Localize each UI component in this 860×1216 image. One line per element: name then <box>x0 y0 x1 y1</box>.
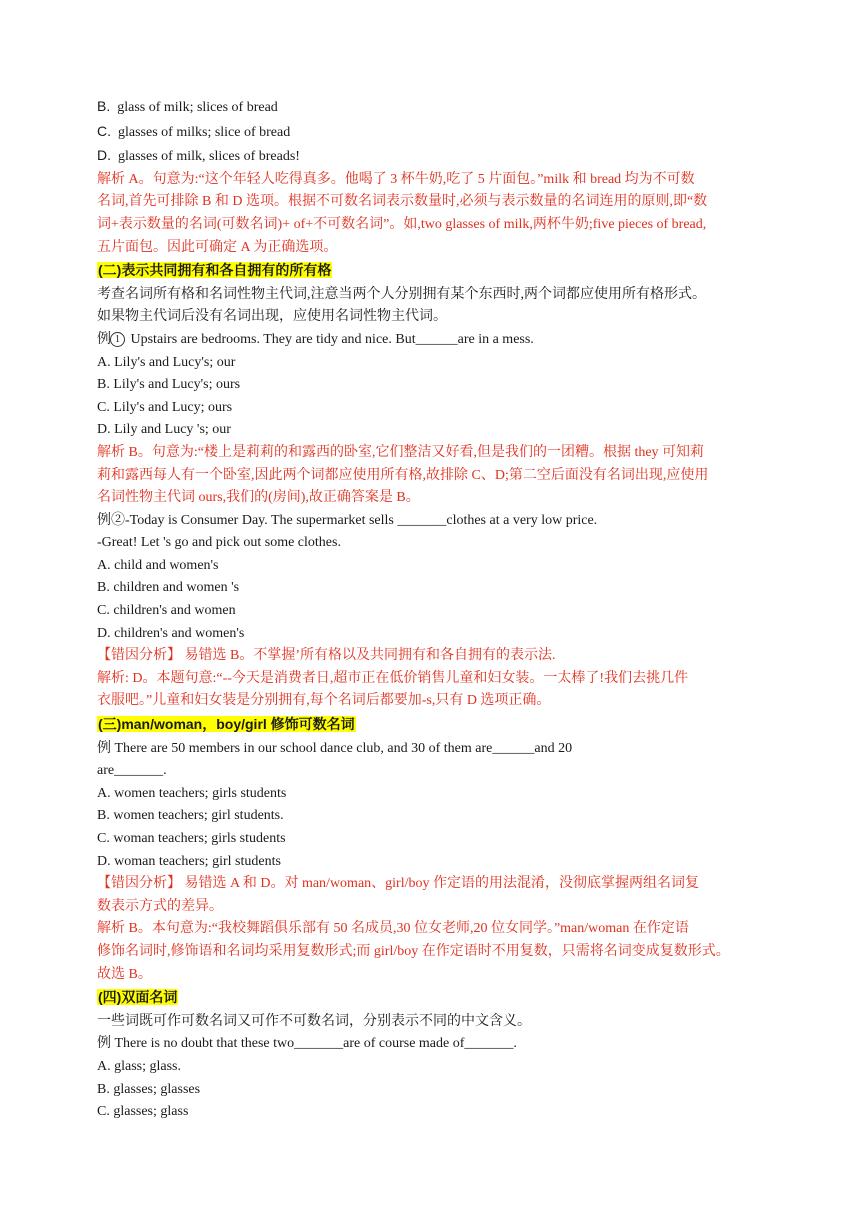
analysis-line: 解析 B。本句意为:“我校舞蹈俱乐部有 50 名成员,30 位女老师,20 位女同学。”man/woman 在作定语 <box>97 921 689 937</box>
analysis-line: 词+表示数量的名词(可数名词)+ of+不可数名词”。如,two glasses of milk,两杯牛奶;five pieces of bread, <box>97 216 707 232</box>
circled-number: 1 <box>110 332 125 347</box>
analysis-line: 莉和露西每人有一个卧室,因此两个词都应使用所有格,故排除 C、D;第二空后面没有名词出现,应使用 <box>97 467 709 483</box>
option-line: A. Lily's and Lucy's; our <box>97 354 236 370</box>
option-line: B. glasses; glasses <box>97 1081 201 1097</box>
option-line: A. women teachers; girls students <box>97 785 287 801</box>
analysis-line: 名词性物主代词 ours,我们的(房间),故正确答案是 B。 <box>97 490 420 506</box>
option-line: A. child and women's <box>97 557 219 573</box>
analysis-line: 五片面包。因此可确定 A 为正确选项。 <box>97 239 338 255</box>
section-heading: (二)表示共同拥有和各自拥有的所有格 <box>98 262 332 279</box>
option-line: B. Lily's and Lucy's; ours <box>97 377 241 393</box>
analysis-line: 解析 B。句意为:“楼上是莉莉的和露西的卧室,它们整洁又好看,但是我们的一团糟。根据 they 可知莉 <box>97 444 705 460</box>
example-question: 例 There are 50 members in our school dance club, and 30 of them are______and 20 <box>97 740 573 756</box>
option-line: B. women teachers; girl students. <box>97 808 284 824</box>
intro-line: 考查名词所有格和名词性物主代词,注意当两个人分别拥有某个东西时,两个词都应使用所有格形式。 <box>97 286 706 302</box>
intro-line: 如果物主代词后没有名词出现，应使用名词性物主代词。 <box>97 309 447 325</box>
analysis-line: 故选 B。 <box>97 966 152 982</box>
analysis-line: 解析: D。本题句意:“--今天是消费者日,超市正在低价销售儿童和妇女装。一太棒了!我们去挑几件 <box>97 670 689 686</box>
option-line: D. glasses of milk, slices of breads! <box>97 147 300 165</box>
analysis-line: 名词,首先可排除 B 和 D 选项。根据不可数名词表示数量时,必须与表示数量的名词连用的原则,即“数 <box>97 194 708 210</box>
error-analysis-line: 数表示方式的差异。 <box>97 898 223 914</box>
option-line: B. glass of milk; slices of bread <box>97 98 278 115</box>
document-page <box>97 95 767 1124</box>
error-analysis-line: 【错因分析】 易错选 A 和 D。对 man/woman、girl/boy 作定语的用法混淆，没彻底掌握两组名词复 <box>97 876 699 892</box>
example-question: are_______. <box>97 763 167 779</box>
example-question: 例 1 Upstairs are bedrooms. They are tidy and nice. But______are in a mess. <box>97 331 534 347</box>
option-line: C. glasses; glass <box>97 1104 189 1120</box>
intro-line: 一些词既可作可数名词又可作不可数名词，分别表示不同的中文含义。 <box>97 1013 531 1029</box>
example-question: -Great! Let 's go and pick out some clothes. <box>97 535 341 551</box>
analysis-line: 解析 A。句意为:“这个年轻人吃得真多。他喝了 3 杯牛奶,吃了 5 片面包。”milk 和 bread 均为不可数 <box>97 171 695 187</box>
example-question: 例②-Today is Consumer Day. The supermarket sells _______clothes at a very low price. <box>97 512 598 528</box>
section-heading: (三)man/woman，boy/girl 修饰可数名词 <box>98 716 355 733</box>
option-line: C. children's and women <box>97 603 236 619</box>
analysis-line: 衣服吧。”儿童和妇女装是分别拥有,每个名词后都要加-s,只有 D 选项正确。 <box>97 693 551 709</box>
error-analysis-line: 【错因分析】 易错选 B。不掌握’所有格以及共同拥有和各自拥有的表示法. <box>97 648 556 664</box>
option-line: D. woman teachers; girl students <box>97 853 281 869</box>
option-line: A. glass; glass. <box>97 1058 181 1074</box>
option-line: C. glasses of milks; slice of bread <box>97 122 291 140</box>
option-line: B. children and women 's <box>97 580 240 596</box>
option-line: C. Lily's and Lucy; ours <box>97 399 233 415</box>
section-heading: (四)双面名词 <box>98 989 178 1006</box>
option-line: D. Lily and Lucy 's; our <box>97 422 231 438</box>
option-line: C. woman teachers; girls students <box>97 831 286 846</box>
option-line: D. children's and women's <box>97 625 245 641</box>
example-question: 例 There is no doubt that these two_______are of course made of_______. <box>97 1036 517 1052</box>
analysis-line: 修饰名词时,修饰语和名词均采用复数形式;而 girl/boy 在作定语时不用复数，只需将名词变成复数形式。 <box>97 943 730 959</box>
